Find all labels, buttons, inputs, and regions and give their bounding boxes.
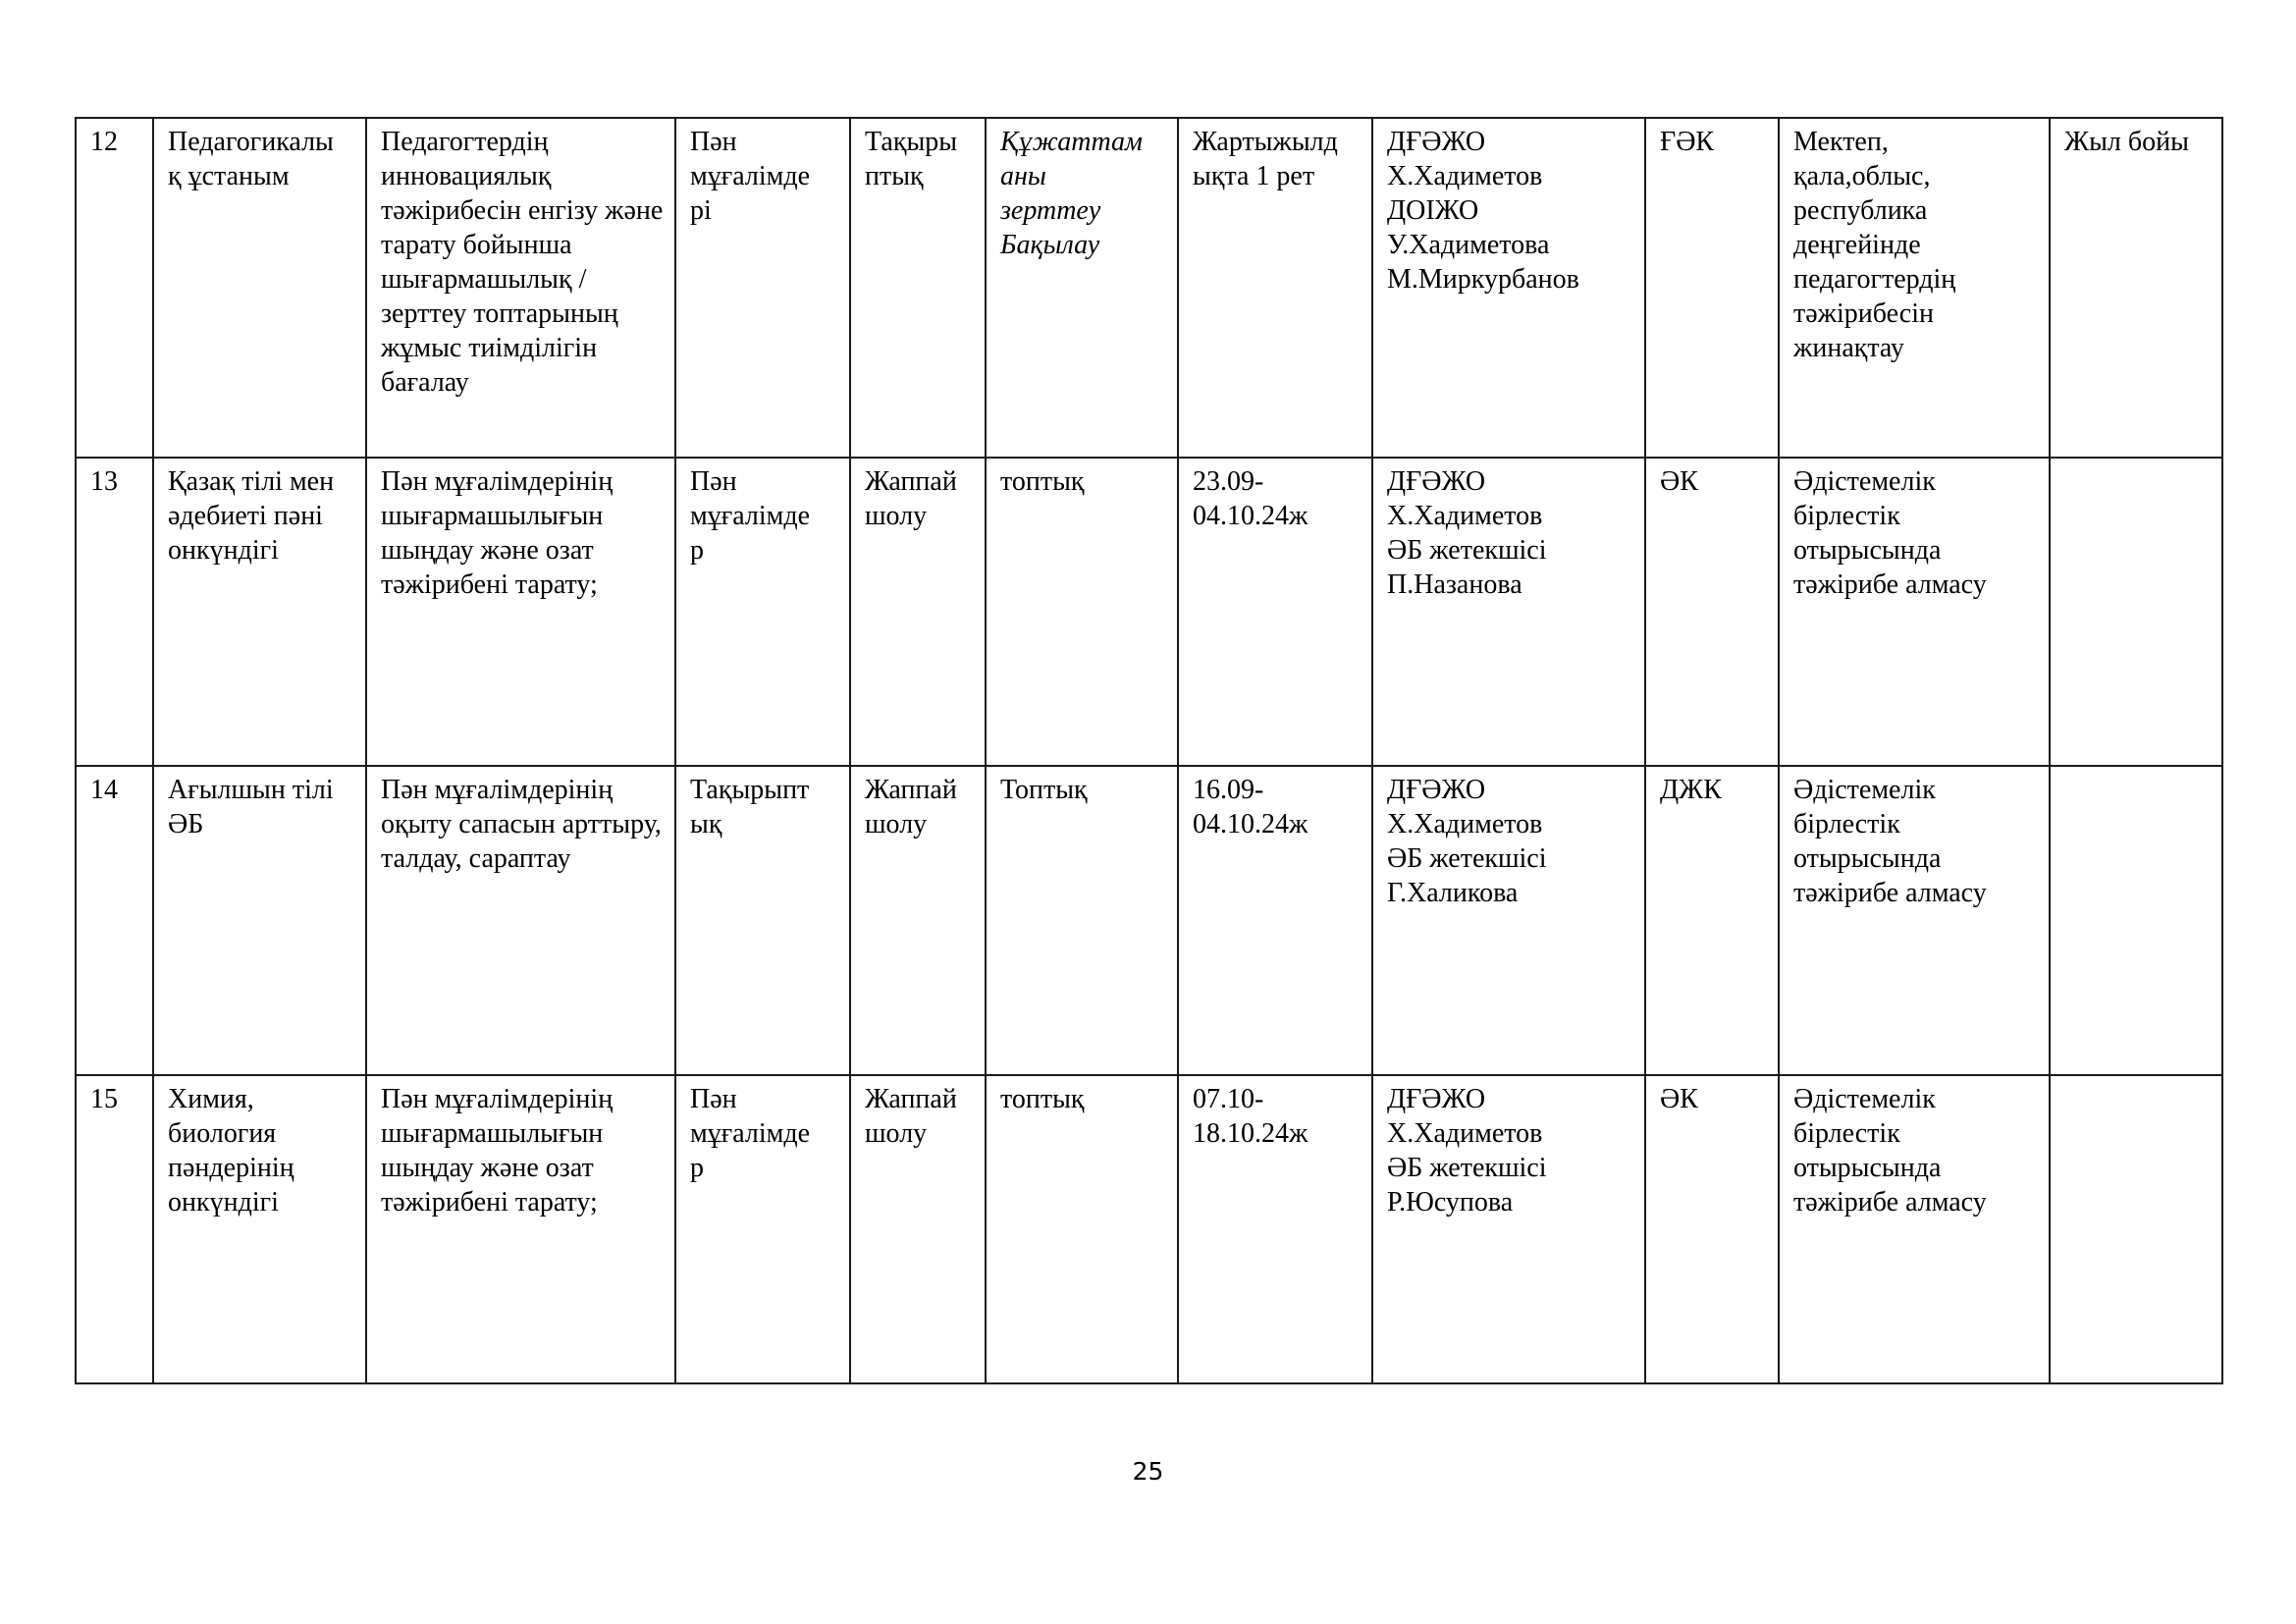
note-cell [2050,1075,2222,1383]
method-cell: топтық [986,458,1178,766]
topic-cell: Педагогикалы қ ұстаным [153,118,366,458]
goal-cell: Пән мұғалімдерінің шығармашылығын шыңдау және озат тәжірибені тарату; [366,1075,675,1383]
note-cell [2050,766,2222,1075]
result-cell: Әдістемелік бірлестік отырысында тәжірибе алмасу [1779,1075,2050,1383]
method-cell: топтық [986,1075,1178,1383]
period-cell: 07.10- 18.10.24ж [1178,1075,1372,1383]
row-number: 14 [76,766,153,1075]
goal-cell: Пән мұғалімдерінің шығармашылығын шыңдау және озат тәжірибені тарату; [366,458,675,766]
table-row [76,458,2222,766]
object-cell: Пән мұғалімде рі [675,118,850,458]
result-cell: Әдістемелік бірлестік отырысында тәжірибе алмасу [1779,458,2050,766]
responsible-cell: ДҒӘЖО Х.Хадиметов ӘБ жетекшісі Р.Юсупова [1372,1075,1645,1383]
review-cell: ҒӘК [1645,118,1779,458]
review-cell: ӘК [1645,1075,1779,1383]
type-cell: Жаппай шолу [850,458,986,766]
table-row [76,1075,2222,1383]
table-row [76,118,2222,458]
responsible-cell: ДҒӘЖО Х.Хадиметов ӘБ жетекшісі П.Назанова [1372,458,1645,766]
result-cell: Әдістемелік бірлестік отырысында тәжірибе алмасу [1779,766,2050,1075]
result-cell: Мектеп, қала,облыс, республика деңгейінде педагогтердің тәжірибесін жинақтау [1779,118,2050,458]
row-number: 13 [76,458,153,766]
goal-cell: Пән мұғалімдерінің оқыту сапасын арттыру, талдау, сараптау [366,766,675,1075]
type-cell: Тақыры птық [850,118,986,458]
note-cell [2050,458,2222,766]
control-plan-table [75,117,2223,1384]
review-cell: ДЖК [1645,766,1779,1075]
object-cell: Тақырыпт ық [675,766,850,1075]
responsible-cell: ДҒӘЖО Х.Хадиметов ДОІЖО У.Хадиметова М.Миркурбанов [1372,118,1645,458]
type-cell: Жаппай шолу [850,766,986,1075]
row-number: 12 [76,118,153,458]
review-cell: ӘК [1645,458,1779,766]
method-cell: Құжаттам аны зерттеу Бақылау [986,118,1178,458]
table-row [76,766,2222,1075]
period-cell: 16.09- 04.10.24ж [1178,766,1372,1075]
page-number: 25 [1132,1457,1164,1486]
topic-cell: Химия, биология пәндерінің онкүндігі [153,1075,366,1383]
object-cell: Пән мұғалімде р [675,1075,850,1383]
period-cell: 23.09- 04.10.24ж [1178,458,1372,766]
topic-cell: Ағылшын тілі ӘБ [153,766,366,1075]
topic-cell: Қазақ тілі мен әдебиеті пәні онкүндігі [153,458,366,766]
responsible-cell: ДҒӘЖО Х.Хадиметов ӘБ жетекшісі Г.Халикова [1372,766,1645,1075]
object-cell: Пән мұғалімде р [675,458,850,766]
method-cell: Топтық [986,766,1178,1075]
goal-cell: Педагогтердің инновациялық тәжірибесін енгізу және тарату бойынша шығармашылық / зерттеу топтарының жұмыс тиімділігін бағалау [366,118,675,458]
note-cell: Жыл бойы [2050,118,2222,458]
type-cell: Жаппай шолу [850,1075,986,1383]
period-cell: Жартыжылд ықта 1 рет [1178,118,1372,458]
row-number: 15 [76,1075,153,1383]
